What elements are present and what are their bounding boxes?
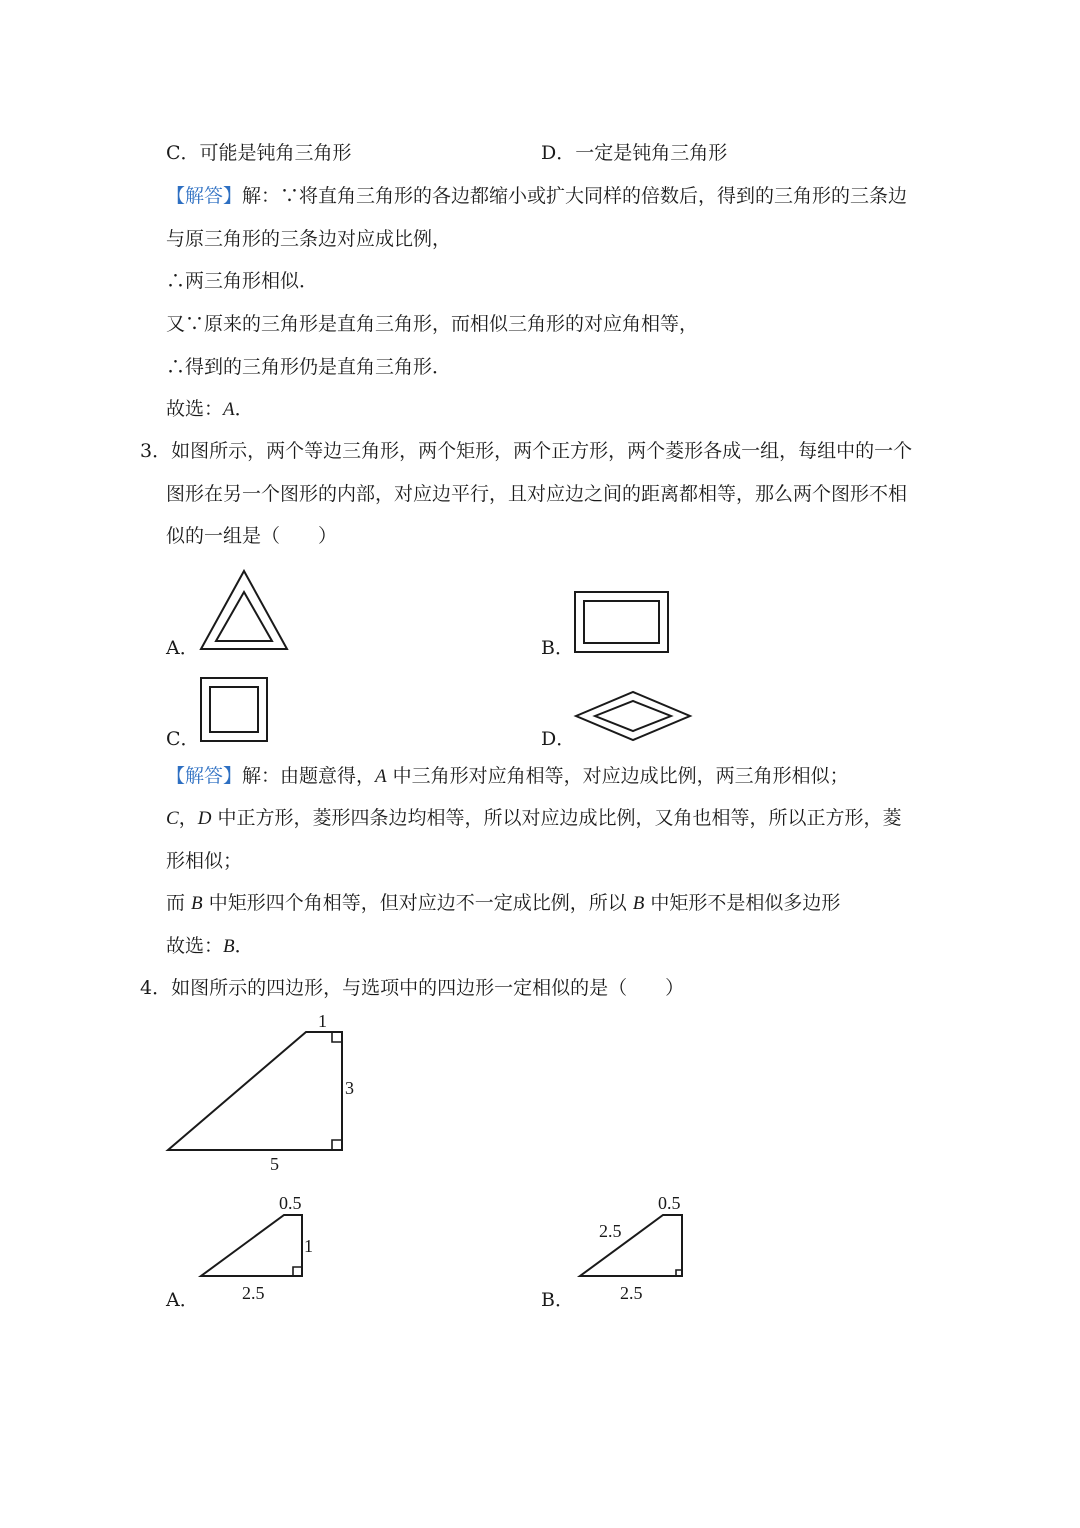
q3-figure-d-rhombi (576, 692, 690, 740)
inner-rhombus (595, 701, 671, 731)
q4-main-quadrilateral (168, 1032, 342, 1150)
q3-stem-line-2: 图形在另一个图形的内部，对应边平行，且对应边之间的距离都相等，那么两个图形不相 (166, 483, 908, 505)
inner-square (210, 687, 258, 732)
choice-prefix: 故选： (166, 398, 224, 420)
q3-stem-line-3: 似的一组是（ ） (166, 525, 338, 547)
inner-rectangle (584, 601, 659, 643)
answer-var: A (375, 766, 387, 787)
choice-value: B (223, 936, 235, 957)
trapezoid (201, 1215, 302, 1276)
q3-option-b-label: B． (541, 637, 574, 659)
q4-option-a-label: A． (166, 1289, 199, 1311)
q4-option-b-label-bottom: 2.5 (620, 1283, 643, 1303)
q2-option-c: C．可能是钝角三角形 (166, 142, 352, 164)
answer-var: D (197, 808, 212, 829)
q4-main-label-right: 3 (345, 1078, 354, 1098)
q4-option-a-label-bottom: 2.5 (242, 1283, 265, 1303)
q3-option-c-label: C． (166, 728, 200, 750)
q4-option-a-label-right: 1 (304, 1236, 313, 1256)
q4-main-label-bottom: 5 (270, 1154, 279, 1174)
q4-option-a-quadrilateral (201, 1215, 302, 1276)
q3-stem-line-1: 3．如图所示，两个等边三角形，两个矩形，两个正方形，两个菱形各成一组，每组中的一个 (140, 440, 913, 462)
q2-answer-line-4: 又∵原来的三角形是直角三角形，而相似三角形的对应角相等， (166, 313, 699, 335)
q4-option-a-label-top: 0.5 (279, 1193, 302, 1213)
answer-var: C (166, 808, 179, 829)
q4-option-b-label-slant: 2.5 (599, 1221, 622, 1241)
q3-figure-a-triangles (201, 571, 287, 649)
q3-figure-b-rectangles (575, 592, 668, 652)
answer-text: 而 (166, 892, 192, 914)
answer-text: ， (178, 807, 198, 829)
q4-option-b-quadrilateral (580, 1215, 682, 1276)
trapezoid (580, 1215, 682, 1276)
q2-answer-line-2: 与原三角形的三条边对应成比例， (166, 228, 452, 250)
q2-option-d: D．一定是钝角三角形 (541, 142, 728, 164)
q4-option-b-label: B． (541, 1289, 574, 1311)
choice-value: A (223, 399, 235, 420)
q3-option-d-label: D． (541, 728, 576, 750)
q2-answer-line-5: ∴得到的三角形仍是直角三角形． (166, 356, 452, 378)
q4-option-b-label-top: 0.5 (658, 1193, 681, 1213)
right-angle-mark-bottom (332, 1140, 342, 1150)
q2-answer-line-3: ∴两三角形相似． (166, 270, 319, 292)
choice-prefix: 故选： (166, 935, 224, 957)
right-angle-mark (293, 1267, 302, 1276)
choice-suffix: ． (234, 398, 254, 420)
answer-text: 中正方形，菱形四条边均相等，所以对应边成比例，又角也相等，所以正方形，菱 (211, 807, 902, 829)
answer-text: 解：∵将直角三角形的各边都缩小或扩大同样的倍数后，得到的三角形的三条边 (242, 185, 908, 207)
answer-text: 中矩形四个角相等，但对应边不一定成比例，所以 (202, 892, 633, 914)
choice-suffix: ． (234, 935, 254, 957)
q3-figure-c-squares (201, 678, 267, 741)
answer-tag: 【解答】 (166, 765, 243, 787)
answer-text: 中矩形不是相似多边形 (644, 892, 841, 914)
answer-var: B (191, 893, 203, 914)
q3-answer-line-3: 形相似； (166, 850, 243, 872)
answer-text: 中三角形对应角相等，对应边成比例，两三角形相似； (386, 765, 849, 787)
q4-stem: 4．如图所示的四边形，与选项中的四边形一定相似的是（ ） (140, 977, 685, 999)
answer-text: 解：由题意得， (242, 765, 376, 787)
answer-var: B (632, 893, 645, 914)
right-angle-mark-top (332, 1032, 342, 1042)
q4-main-label-top: 1 (318, 1011, 327, 1031)
answer-tag: 【解答】 (166, 185, 243, 207)
trapezoid (168, 1032, 342, 1150)
inner-triangle (216, 592, 272, 641)
outer-triangle (201, 571, 287, 649)
q3-option-a-label: A． (166, 637, 199, 659)
